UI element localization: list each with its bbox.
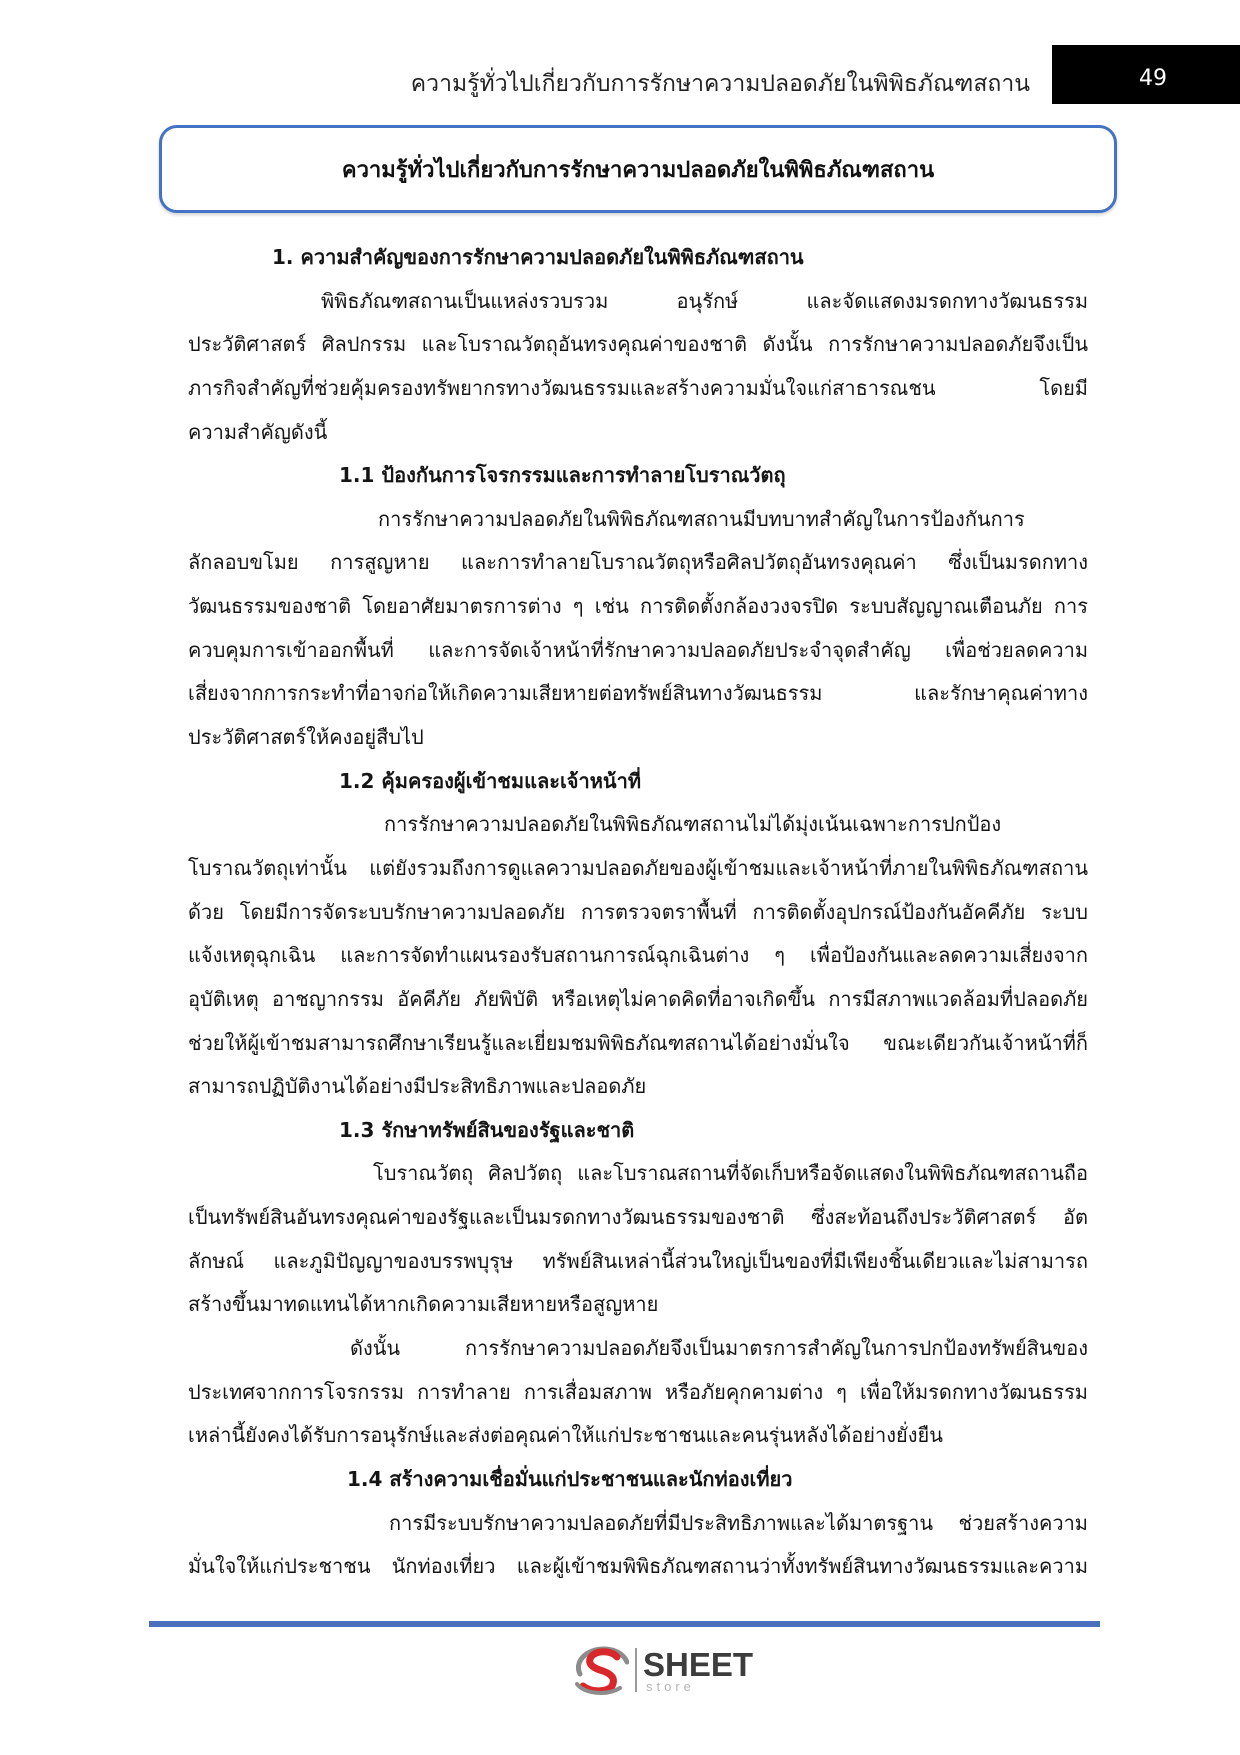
paragraph-line: การรักษาความปลอดภัยในพิพิธภัณฑสถานมีบทบาทสำคัญในการป้องกันการ bbox=[378, 506, 1025, 531]
paragraph-line: แจ้งเหตุฉุกเฉิน และการจัดทำแผนรองรับสถานการณ์ฉุกเฉินต่าง ๆ เพื่อป้องกันและลดความเสี่ยงจาก bbox=[188, 943, 1088, 968]
logo-divider bbox=[635, 1648, 637, 1692]
paragraph-line: เหล่านี้ยังคงได้รับการอนุรักษ์และส่งต่อคุณค่าให้แก่ประชาชนและคนรุ่นหลังได้อย่างยั่งยืน bbox=[188, 1423, 943, 1448]
page-number-box bbox=[1052, 45, 1240, 104]
subsection-heading: 1.3 รักษาทรัพย์สินของรัฐและชาติ bbox=[339, 1117, 635, 1142]
paragraph-line: ดังนั้น การรักษาความปลอดภัยจึงเป็นมาตรการสำคัญในการปกป้องทรัพย์สินของ bbox=[350, 1336, 1088, 1361]
subsection-heading: 1.1 ป้องกันการโจรกรรมและการทำลายโบราณวัตถุ bbox=[339, 463, 786, 488]
logo-word: SHEET bbox=[643, 1646, 754, 1683]
paragraph-line: ด้วย โดยมีการจัดระบบรักษาความปลอดภัย การตรวจตราพื้นที่ การติดตั้งอุปกรณ์ป้องกันอัคคีภัย ระบบ bbox=[188, 899, 1088, 924]
paragraph-line: สามารถปฏิบัติงานได้อย่างมีประสิทธิภาพและปลอดภัย bbox=[188, 1074, 647, 1099]
paragraph-line: โบราณวัตถุเท่านั้น แต่ยังรวมถึงการดูแลความปลอดภัยของผู้เข้าชมและเจ้าหน้าที่ภายในพิพิธภัณฑสถาน bbox=[188, 855, 1088, 880]
paragraph-line: การมีระบบรักษาความปลอดภัยที่มีประสิทธิภาพและได้มาตรฐาน ช่วยสร้างความ bbox=[389, 1510, 1088, 1535]
paragraph-line: ประวัติศาสตร์ ศิลปกรรม และโบราณวัตถุอันทรงคุณค่าของชาติ ดังนั้น การรักษาความปลอดภัยจึงเป็น bbox=[188, 332, 1088, 357]
paragraph-line: เป็นทรัพย์สินอันทรงคุณค่าของรัฐและเป็นมรดกทางวัฒนธรรมของชาติ ซึ่งสะท้อนถึงประวัติศาสตร์ อัต bbox=[188, 1205, 1088, 1230]
chapter-title: ความรู้ทั่วไปเกี่ยวกับการรักษาความปลอดภัยในพิพิธภัณฑสถาน bbox=[341, 157, 935, 183]
paragraph-line: ลักลอบขโมย การสูญหาย และการทำลายโบราณวัตถุหรือศิลปวัตถุอันทรงคุณค่า ซึ่งเป็นมรดกทาง bbox=[188, 550, 1088, 575]
paragraph-line: ความสำคัญดังนี้ bbox=[188, 419, 328, 444]
page-number: 49 bbox=[1139, 66, 1167, 91]
paragraph-line: ประวัติศาสตร์ให้คงอยู่สืบไป bbox=[188, 725, 424, 750]
logo-subword: store bbox=[646, 1679, 695, 1694]
subsection-heading: 1.4 สร้างความเชื่อมั่นแก่ประชาชนและนักท่องเที่ยว bbox=[347, 1466, 793, 1491]
subsection-heading: 1.2 คุ้มครองผู้เข้าชมและเจ้าหน้าที่ bbox=[339, 768, 642, 793]
paragraph-line: ลักษณ์ และภูมิปัญญาของบรรพบุรุษ ทรัพย์สินเหล่านี้ส่วนใหญ่เป็นของที่มีเพียงชิ้นเดียวและไม่สามารถ bbox=[188, 1248, 1088, 1273]
paragraph-line: โบราณวัตถุ ศิลปวัตถุ และโบราณสถานที่จัดเก็บหรือจัดแสดงในพิพิธภัณฑสถานถือ bbox=[373, 1161, 1088, 1186]
document-body bbox=[188, 236, 1088, 1589]
chapter-title-box bbox=[159, 125, 1117, 213]
logo-red-s-stroke bbox=[583, 1652, 617, 1691]
paragraph-line: มั่นใจให้แก่ประชาชน นักท่องเที่ยว และผู้เข้าชมพิพิธภัณฑสถานว่าทั้งทรัพย์สินทางวัฒนธรรมและความ bbox=[188, 1554, 1088, 1579]
paragraph-line: พิพิธภัณฑสถานเป็นแหล่งรวบรวม อนุรักษ์ และจัดแสดงมรดกทางวัฒนธรรม bbox=[321, 288, 1088, 313]
footer-rule bbox=[149, 1621, 1100, 1627]
paragraph-line: อุบัติเหตุ อาชญากรรม อัคคีภัย ภัยพิบัติ หรือเหตุไม่คาดคิดที่อาจเกิดขึ้น การมีสภาพแวดล้อมที่ปลอดภัย bbox=[188, 986, 1088, 1011]
paragraph-line: ภารกิจสำคัญที่ช่วยคุ้มครองทรัพยากรทางวัฒนธรรมและสร้างความมั่นใจแก่สาธารณชน โดยมี bbox=[188, 375, 1088, 400]
paragraph-line: ควบคุมการเข้าออกพื้นที่ และการจัดเจ้าหน้าที่รักษาความปลอดภัยประจำจุดสำคัญ เพื่อช่วยลดความ bbox=[188, 637, 1088, 662]
running-header-title: ความรู้ทั่วไปเกี่ยวกับการรักษาความปลอดภัยในพิพิธภัณฑสถาน bbox=[410, 71, 1030, 97]
paragraph-line: วัฒนธรรมของชาติ โดยอาศัยมาตรการต่าง ๆ เช่น การติดตั้งกล้องวงจรปิด ระบบสัญญาณเตือนภัย การ bbox=[188, 594, 1088, 619]
paragraph-line: การรักษาความปลอดภัยในพิพิธภัณฑสถานไม่ได้มุ่งเน้นเฉพาะการปกป้อง bbox=[384, 812, 1002, 837]
section-heading: 1. ความสำคัญของการรักษาความปลอดภัยในพิพิธภัณฑสถาน bbox=[272, 245, 804, 269]
sheet-store-s-icon bbox=[573, 1644, 629, 1696]
paragraph-line: ประเทศจากการโจรกรรม การทำลาย การเสื่อมสภาพ หรือภัยคุกคามต่าง ๆ เพื่อให้มรดกทางวัฒนธรรม bbox=[188, 1379, 1088, 1404]
paragraph-line: เสี่ยงจากการกระทำที่อาจก่อให้เกิดความเสียหายต่อทรัพย์สินทางวัฒนธรรม และรักษาคุณค่าทาง bbox=[188, 681, 1088, 706]
paragraph-line: สร้างขึ้นมาทดแทนได้หากเกิดความเสียหายหรือสูญหาย bbox=[188, 1292, 659, 1317]
paragraph-line: ช่วยให้ผู้เข้าชมสามารถศึกษาเรียนรู้และเยี่ยมชมพิพิธภัณฑสถานได้อย่างมั่นใจ ขณะเดียวกันเจ้าหน้าที่ก็ bbox=[188, 1030, 1088, 1055]
